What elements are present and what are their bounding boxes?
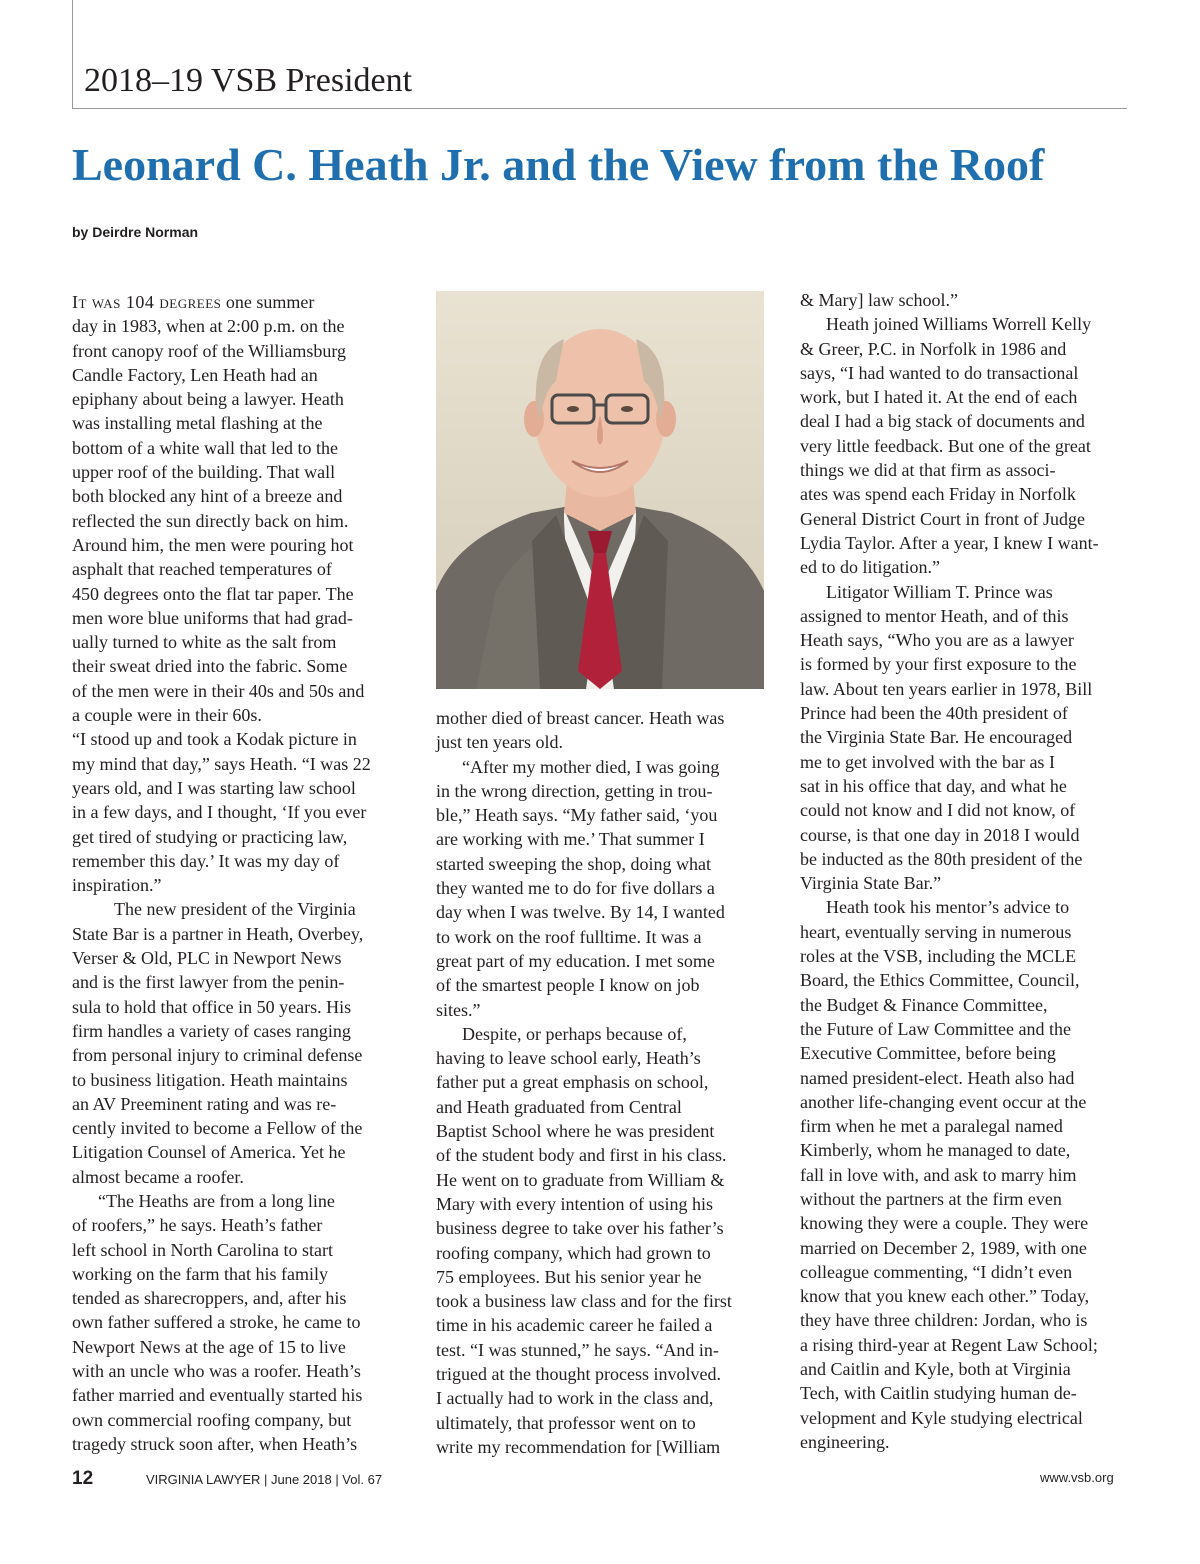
text-line: The new president of the Virginia [114,899,356,920]
text-line: without the partners at the firm even [800,1188,1062,1209]
text-line: front canopy roof of the Williamsburg [72,340,347,361]
text-line: law. About ten years earlier in 1978, Bill [800,678,1093,699]
text-line: mother died of breast cancer. Heath was [436,708,725,728]
text-line: Heath says, “Who you are as a lawyer [800,630,1074,651]
text-line: very little feedback. But one of the great [800,435,1091,456]
text-line: 75 employees. But his senior year he [436,1266,702,1287]
text-line: years old, and I was starting law school [72,777,356,798]
article-byline: by Deirdre Norman [72,224,199,240]
text-line: velopment and Kyle studying electrical [800,1407,1083,1428]
text-line: could not know and I did not know, of [800,800,1076,821]
text-line: & Mary] law school.” [800,290,958,310]
text-line: they wanted me to do for five dollars a [436,878,715,899]
text-line: their sweat dried into the fabric. Some [72,656,348,677]
text-line: day when I was twelve. By 14, I wanted [436,902,725,923]
text-line: and Heath graduated from Central [436,1096,682,1117]
text-line: with an uncle who was a roofer. Heath’s [72,1361,361,1382]
text-line: “After my mother died, I was going [462,756,720,777]
text-line: the Budget & Finance Committee, [800,994,1048,1015]
text-line: another life-changing event occur at the [800,1091,1087,1112]
text-line: ually turned to white as the salt from [72,632,337,653]
text-line: great part of my education. I met some [436,950,715,971]
text-line: Newport News at the age of 15 to live [72,1336,346,1357]
text-line: working on the farm that his family [72,1263,328,1284]
text-line: Kimberly, whom he managed to date, [800,1140,1071,1161]
text-line: almost became a roofer. [72,1166,244,1187]
article-column-1 [72,290,371,1456]
text-line: work, but I hated it. At the end of each [800,387,1078,408]
text-line: General District Court in front of Judge [800,508,1085,529]
text-line: was installing metal flashing at the [72,413,323,434]
text-line: sula to hold that office in 50 years. His [72,996,352,1017]
section-label: 2018–19 VSB President [84,62,413,99]
text-line: remember this day.’ It was my day of [72,850,340,871]
text-line: a rising third-year at Regent Law School; [800,1334,1098,1355]
text-line: the Virginia State Bar. He encouraged [800,727,1073,748]
article-column-3 [800,288,1099,1454]
text-line: fall in love with, and ask to marry him [800,1164,1077,1185]
text-line: just ten years old. [436,732,563,753]
text-line: & Greer, P.C. in Norfolk in 1986 and [800,338,1067,359]
text-line: course, is that one day in 2018 I would [800,824,1080,845]
text-line: upper roof of the building. That wall [72,462,336,483]
text-line: father married and eventually started his [72,1385,363,1406]
text-line: Despite, or perhaps because of, [462,1023,687,1044]
text-line: day in 1983, when at 2:00 p.m. on the [72,316,345,337]
text-line: Tech, with Caitlin studying human de- [800,1383,1077,1404]
text-line: epiphany about being a lawyer. Heath [72,389,344,410]
text-line: of the men were in their 40s and 50s and [72,680,365,701]
text-line: sites.” [436,999,481,1020]
article-column-2 [436,706,732,1459]
text-line: I actually had to work in the class and, [436,1388,714,1409]
text-line: father put a great emphasis on school, [436,1072,709,1093]
text-line: trigued at the thought process involved. [436,1364,721,1385]
text-line: me to get involved with the bar as I [800,751,1055,772]
text-line: engineering. [800,1431,890,1452]
lead-smallcaps: It was 104 degrees [72,292,222,312]
text-line: asphalt that reached temperatures of [72,559,332,580]
text-line: firm when he met a paralegal named [800,1116,1063,1137]
text-line: ates was spend each Friday in Norfolk [800,484,1076,505]
text-line: It was 104 degrees one summer [72,292,315,312]
text-line: took a business law class and for the first [436,1291,732,1312]
text-line: Litigation Counsel of America. Yet he [72,1142,346,1163]
text-line: Candle Factory, Len Heath had an [72,364,318,385]
text-line: named president-elect. Heath also had [800,1067,1075,1088]
magazine-issue: VIRGINIA LAWYER | June 2018 | Vol. 67 [146,1472,383,1487]
text-line: men wore blue uniforms that had grad- [72,607,353,628]
text-line: Virginia State Bar.” [800,873,942,894]
text-line: Verser & Old, PLC in Newport News [72,948,342,969]
text-line: sat in his office that day, and what he [800,775,1067,796]
website-url[interactable]: www.vsb.org [1040,1470,1114,1485]
text-line: “I stood up and took a Kodak picture in [72,729,357,750]
text-line: “The Heaths are from a long line [98,1190,335,1211]
text-line: tended as sharecroppers, and, after his [72,1288,347,1309]
article-headline: Leonard C. Heath Jr. and the View from the Roof [72,139,1045,190]
text-line: own father suffered a stroke, he came to [72,1312,361,1333]
text-line: write my recommendation for [William [436,1436,721,1457]
text-line: Heath joined Williams Worrell Kelly [826,314,1092,335]
text-line: heart, eventually serving in numerous [800,921,1072,942]
text-line: and Caitlin and Kyle, both at Virginia [800,1359,1071,1380]
text-line: get tired of studying or practicing law, [72,826,348,847]
text-line: Executive Committee, before being [800,1043,1056,1064]
text-line: started sweeping the shop, doing what [436,853,711,874]
text-line: Heath took his mentor’s advice to [826,897,1070,918]
text-line: are working with me.’ That summer I [436,829,705,850]
text-line: assigned to mentor Heath, and of this [800,605,1069,626]
text-line: know that you knew each other.” Today, [800,1286,1090,1307]
text-line: in the wrong direction, getting in trou- [436,780,713,801]
text-line: of the student body and first in his class. [436,1145,727,1166]
text-line: to work on the roof fulltime. It was a [436,926,702,947]
text-line: things we did at that firm as associ- [800,460,1056,481]
text-line: left school in North Carolina to start [72,1239,333,1260]
text-line: test. “I was stunned,” he says. “And in- [436,1339,719,1360]
text-line: an AV Preeminent rating and was re- [72,1093,337,1114]
text-line: says, “I had wanted to do transactional [800,362,1079,383]
section-vertical-rule [72,0,73,108]
text-line: both blocked any hint of a breeze and [72,486,343,507]
text-line: Litigator William T. Prince was [826,581,1053,602]
text-line: bottom of a white wall that led to the [72,437,338,458]
text-line: Mary with every intention of using his [436,1193,713,1214]
text-line: tragedy struck soon after, when Heath’s [72,1433,358,1454]
text-line: from personal injury to criminal defense [72,1045,363,1066]
text-line: reflected the sun directly back on him. [72,510,349,531]
text-line: be inducted as the 80th president of the [800,848,1083,869]
text-line: and is the first lawyer from the penin- [72,972,345,993]
text-line: married on December 2, 1989, with one [800,1237,1087,1258]
text-line: Baptist School where he was president [436,1121,715,1142]
text-line: ble,” Heath says. “My father said, ‘you [436,805,718,826]
text-line: my mind that day,” says Heath. “I was 22 [72,753,371,774]
section-horizontal-rule [72,108,1127,109]
text-line: they have three children: Jordan, who is [800,1310,1088,1331]
text-line: to business litigation. Heath maintains [72,1069,348,1090]
text-line: Prince had been the 40th president of [800,703,1068,724]
text-line: time in his academic career he failed a [436,1315,713,1336]
text-line: deal I had a big stack of documents and [800,411,1085,432]
text-line: State Bar is a partner in Heath, Overbey, [72,923,364,944]
text-line: Lydia Taylor. After a year, I knew I want- [800,532,1099,553]
text-line: business degree to take over his father’s [436,1218,724,1239]
text-line: 450 degrees onto the flat tar paper. The [72,583,354,604]
text-line: roles at the VSB, including the MCLE [800,946,1077,967]
text-line: having to leave school early, Heath’s [436,1048,701,1069]
text-line: colleague commenting, “I didn’t even [800,1261,1073,1282]
text-line: roofing company, which had grown to [436,1242,711,1263]
text-line: a couple were in their 60s. [72,705,262,726]
text-line: is formed by your first exposure to the [800,654,1077,675]
text-line: the Future of Law Committee and the [800,1018,1071,1039]
text-line: firm handles a variety of cases ranging [72,1020,351,1041]
text-line: knowing they were a couple. They were [800,1213,1089,1234]
text-line: cently invited to become a Fellow of the [72,1118,363,1139]
text-line: of roofers,” he says. Heath’s father [72,1215,323,1236]
text-line: He went on to graduate from William & [436,1169,725,1190]
text-line: ed to do litigation.” [800,557,940,578]
portrait-photo [436,291,764,689]
text-line: ultimately, that professor went on to [436,1412,696,1433]
text-line: Around him, the men were pouring hot [72,534,354,555]
text-line: inspiration.” [72,875,162,896]
text-line: own commercial roofing company, but [72,1409,352,1430]
portrait-photo-icon [436,291,764,689]
text-line: of the smartest people I know on job [436,975,700,996]
page-number: 12 [72,1468,94,1489]
text-line: in a few days, and I thought, ‘If you ever [72,802,367,823]
text-line: Board, the Ethics Committee, Council, [800,970,1080,991]
